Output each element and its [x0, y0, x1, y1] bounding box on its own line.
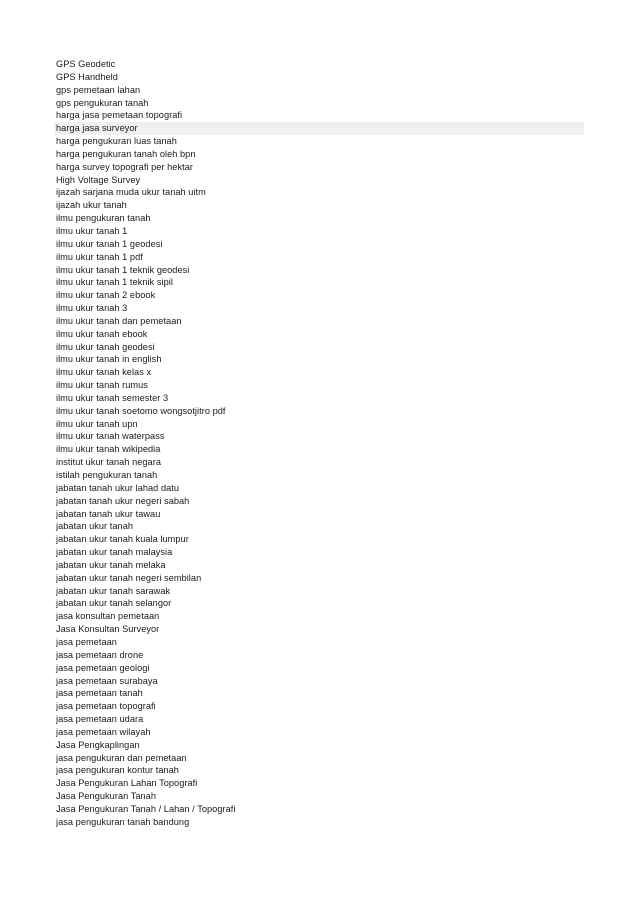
keyword-item: harga pengukuran tanah oleh bpn	[56, 148, 196, 159]
keyword-item: Jasa Pengukuran Tanah	[56, 791, 156, 802]
keyword-item: jabatan ukur tanah sarawak	[56, 585, 171, 596]
keyword-item: jabatan tanah ukur lahad datu	[56, 482, 180, 493]
keyword-item: jabatan tanah ukur tawau	[56, 508, 161, 519]
keyword-item: ilmu ukur tanah 1 geodesi	[56, 238, 163, 249]
keyword-item: ilmu ukur tanah geodesi	[56, 341, 155, 352]
keyword-item: jabatan tanah ukur negeri sabah	[56, 495, 190, 506]
keyword-item: ilmu ukur tanah wikipedia	[56, 444, 161, 455]
keyword-item: ilmu ukur tanah 1 teknik geodesi	[56, 264, 190, 275]
keyword-item: ilmu ukur tanah ebook	[56, 328, 148, 339]
keyword-item: jasa pengukuran kontur tanah	[56, 765, 179, 776]
keyword-item: ilmu ukur tanah semester 3	[56, 392, 169, 403]
keyword-item: jasa pemetaan	[56, 636, 117, 647]
keyword-item: High Voltage Survey	[56, 174, 141, 185]
keyword-item: harga survey topografi per hektar	[56, 161, 193, 172]
keyword-item: ilmu ukur tanah 1 teknik sipil	[56, 277, 173, 288]
keyword-item: ilmu ukur tanah dan pemetaan	[56, 315, 182, 326]
keyword-list	[54, 58, 584, 829]
keyword-item: GPS Handheld	[56, 71, 118, 82]
keyword-item: jabatan ukur tanah	[56, 521, 134, 532]
keyword-item: harga pengukuran luas tanah	[56, 136, 177, 147]
keyword-item: jasa pemetaan udara	[56, 714, 144, 725]
keyword-item: institut ukur tanah negara	[56, 457, 161, 468]
keyword-item: jasa pengukuran tanah bandung	[56, 816, 190, 827]
keyword-item: jabatan ukur tanah negeri sembilan	[56, 572, 202, 583]
keyword-item: ilmu ukur tanah in english	[56, 354, 162, 365]
keyword-item: Jasa Pengukuran Lahan Topografi	[56, 778, 198, 789]
keyword-item: jabatan ukur tanah kuala lumpur	[56, 534, 189, 545]
keyword-item: ijazah ukur tanah	[56, 200, 127, 211]
keyword-item: jasa pemetaan tanah	[56, 688, 143, 699]
keyword-item: harga jasa surveyor	[54, 122, 584, 135]
keyword-item: ilmu pengukuran tanah	[56, 213, 151, 224]
keyword-item: ijazah sarjana muda ukur tanah uitm	[56, 187, 206, 198]
keyword-item: jasa pemetaan wilayah	[56, 726, 151, 737]
keyword-item: harga jasa pemetaan topografi	[56, 110, 183, 121]
keyword-item: ilmu ukur tanah 3	[56, 303, 128, 314]
keyword-item: ilmu ukur tanah rumus	[56, 380, 148, 391]
keyword-item: ilmu ukur tanah upn	[56, 418, 138, 429]
keyword-item: istilah pengukuran tanah	[56, 470, 158, 480]
keyword-item: jasa pemetaan geologi	[56, 662, 150, 673]
keyword-item: jabatan ukur tanah malaysia	[56, 547, 173, 558]
keyword-item: jasa pemetaan surabaya	[56, 675, 158, 686]
keyword-item: ilmu ukur tanah 2 ebook	[56, 290, 156, 301]
keyword-item: ilmu ukur tanah 1 pdf	[56, 251, 143, 262]
keyword-item: jasa pemetaan topografi	[56, 701, 156, 712]
keyword-item: GPS Geodetic	[56, 59, 116, 69]
keyword-item: ilmu ukur tanah kelas x	[56, 367, 152, 378]
keyword-item: jabatan ukur tanah melaka	[56, 559, 166, 570]
keyword-item: jabatan ukur tanah selangor	[56, 598, 172, 609]
keyword-item: jasa pemetaan drone	[56, 649, 144, 660]
keyword-item: jasa konsultan pemetaan	[56, 611, 160, 622]
keyword-item: gps pengukuran tanah	[56, 97, 149, 108]
keyword-item: Jasa Pengukuran Tanah / Lahan / Topografi	[56, 803, 236, 814]
keyword-item: ilmu ukur tanah 1	[56, 225, 128, 236]
keyword-item: Jasa Pengkaplingan	[56, 739, 140, 750]
keyword-item: jasa pengukuran dan pemetaan	[56, 752, 187, 763]
keyword-item: ilmu ukur tanah soetomo wongsotjitro pdf	[56, 405, 226, 416]
keyword-item: ilmu ukur tanah waterpass	[56, 431, 165, 442]
keyword-item: gps pemetaan lahan	[56, 84, 141, 95]
keyword-item: Jasa Konsultan Surveyor	[56, 624, 160, 635]
